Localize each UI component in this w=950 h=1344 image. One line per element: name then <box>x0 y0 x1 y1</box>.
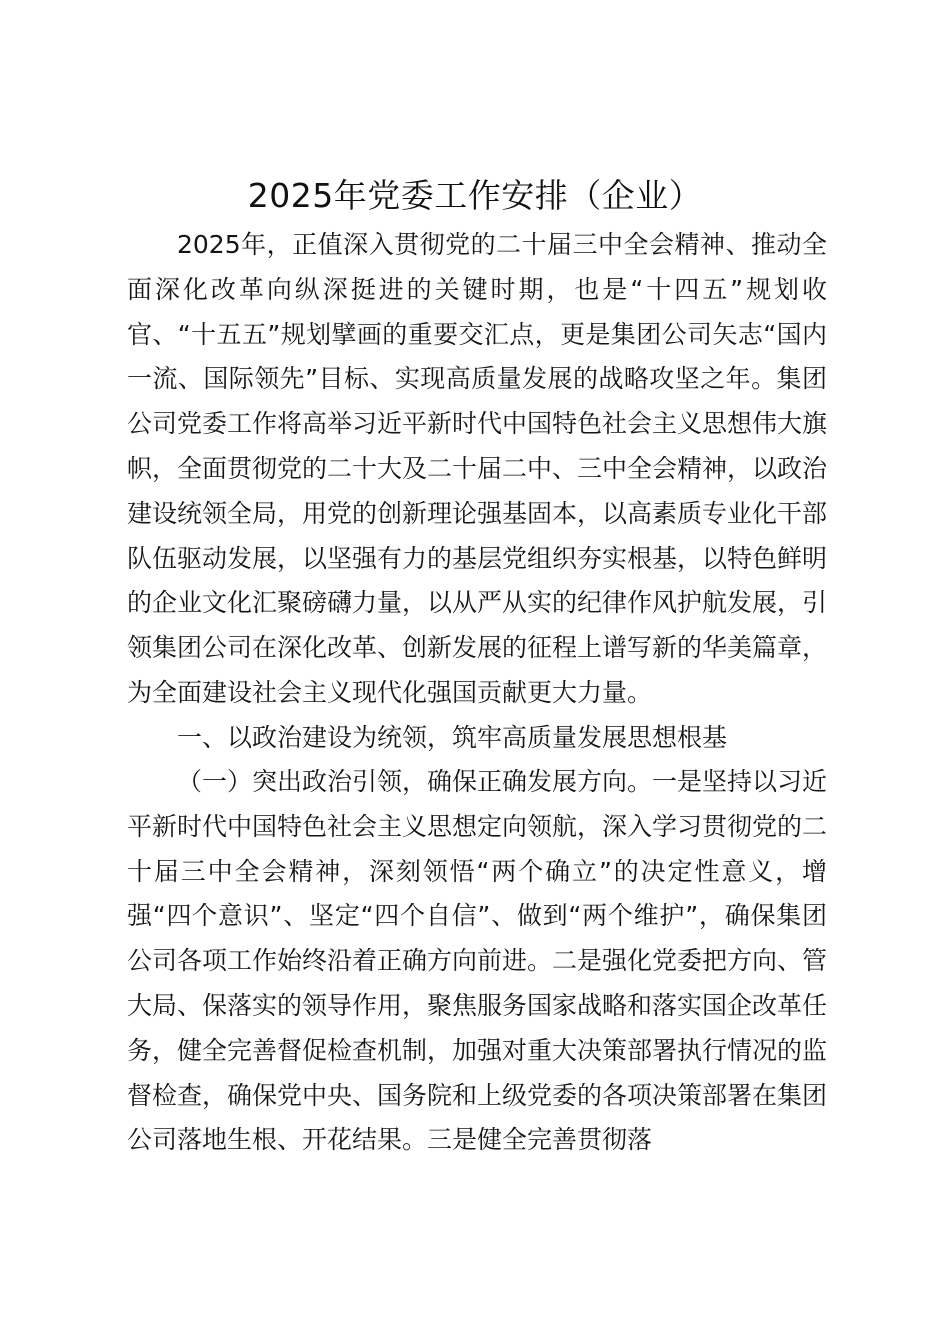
document-title: 2025年党委工作安排（企业） <box>247 176 703 215</box>
subsection-paragraph: （一）突出政治引领，确保正确发展方向。一是坚持以习近平新时代中国特色社会主义思想定向领航，深入学习贯彻党的二十届三中全会精神，深刻领悟“两个确立”的决定性意义，增强“四个意识”、坚定“四个自信”、做到“两个维护”，确保集团公司各项工作始终沿着正确方向前进。二是强化党委把方向、管大局、保落实的领导作用，聚焦服务国家战略和落实国企改革任务，健全完善督促检查机制，加强对重大决策部署执行情况的监督检查，确保党中央、国务院和上级党委的各项决策部署在集团公司落地生根、开花结果。三是健全完善贯彻落 <box>127 767 828 1155</box>
intro-paragraph: 2025年，正值深入贯彻党的二十届三中全会精神、推动全面深化改革向纵深挺进的关键时期，也是“十四五”规划收官、“十五五”规划擘画的重要交汇点，更是集团公司矢志“国内一流、国际领先”目标、实现高质量发展的战略攻坚之年。集团公司党委工作将高举习近平新时代中国特色社会主义思想伟大旗帜，全面贯彻党的二十大及二十届二中、三中全会精神，以政治建设统领全局，用党的创新理论强基固本，以高素质专业化干部队伍驱动发展，以坚强有力的基层党组织夯实根基，以特色鲜明的企业文化汇聚磅礴力量，以从严从实的纪律作风护航发展，引领集团公司在深化改革、创新发展的征程上谱写新的华美篇章，为全面建设社会主义现代化强国贡献更大力量。 <box>127 230 828 707</box>
section-heading: 一、以政治建设为统领，筑牢高质量发展思想根基 <box>177 723 728 752</box>
